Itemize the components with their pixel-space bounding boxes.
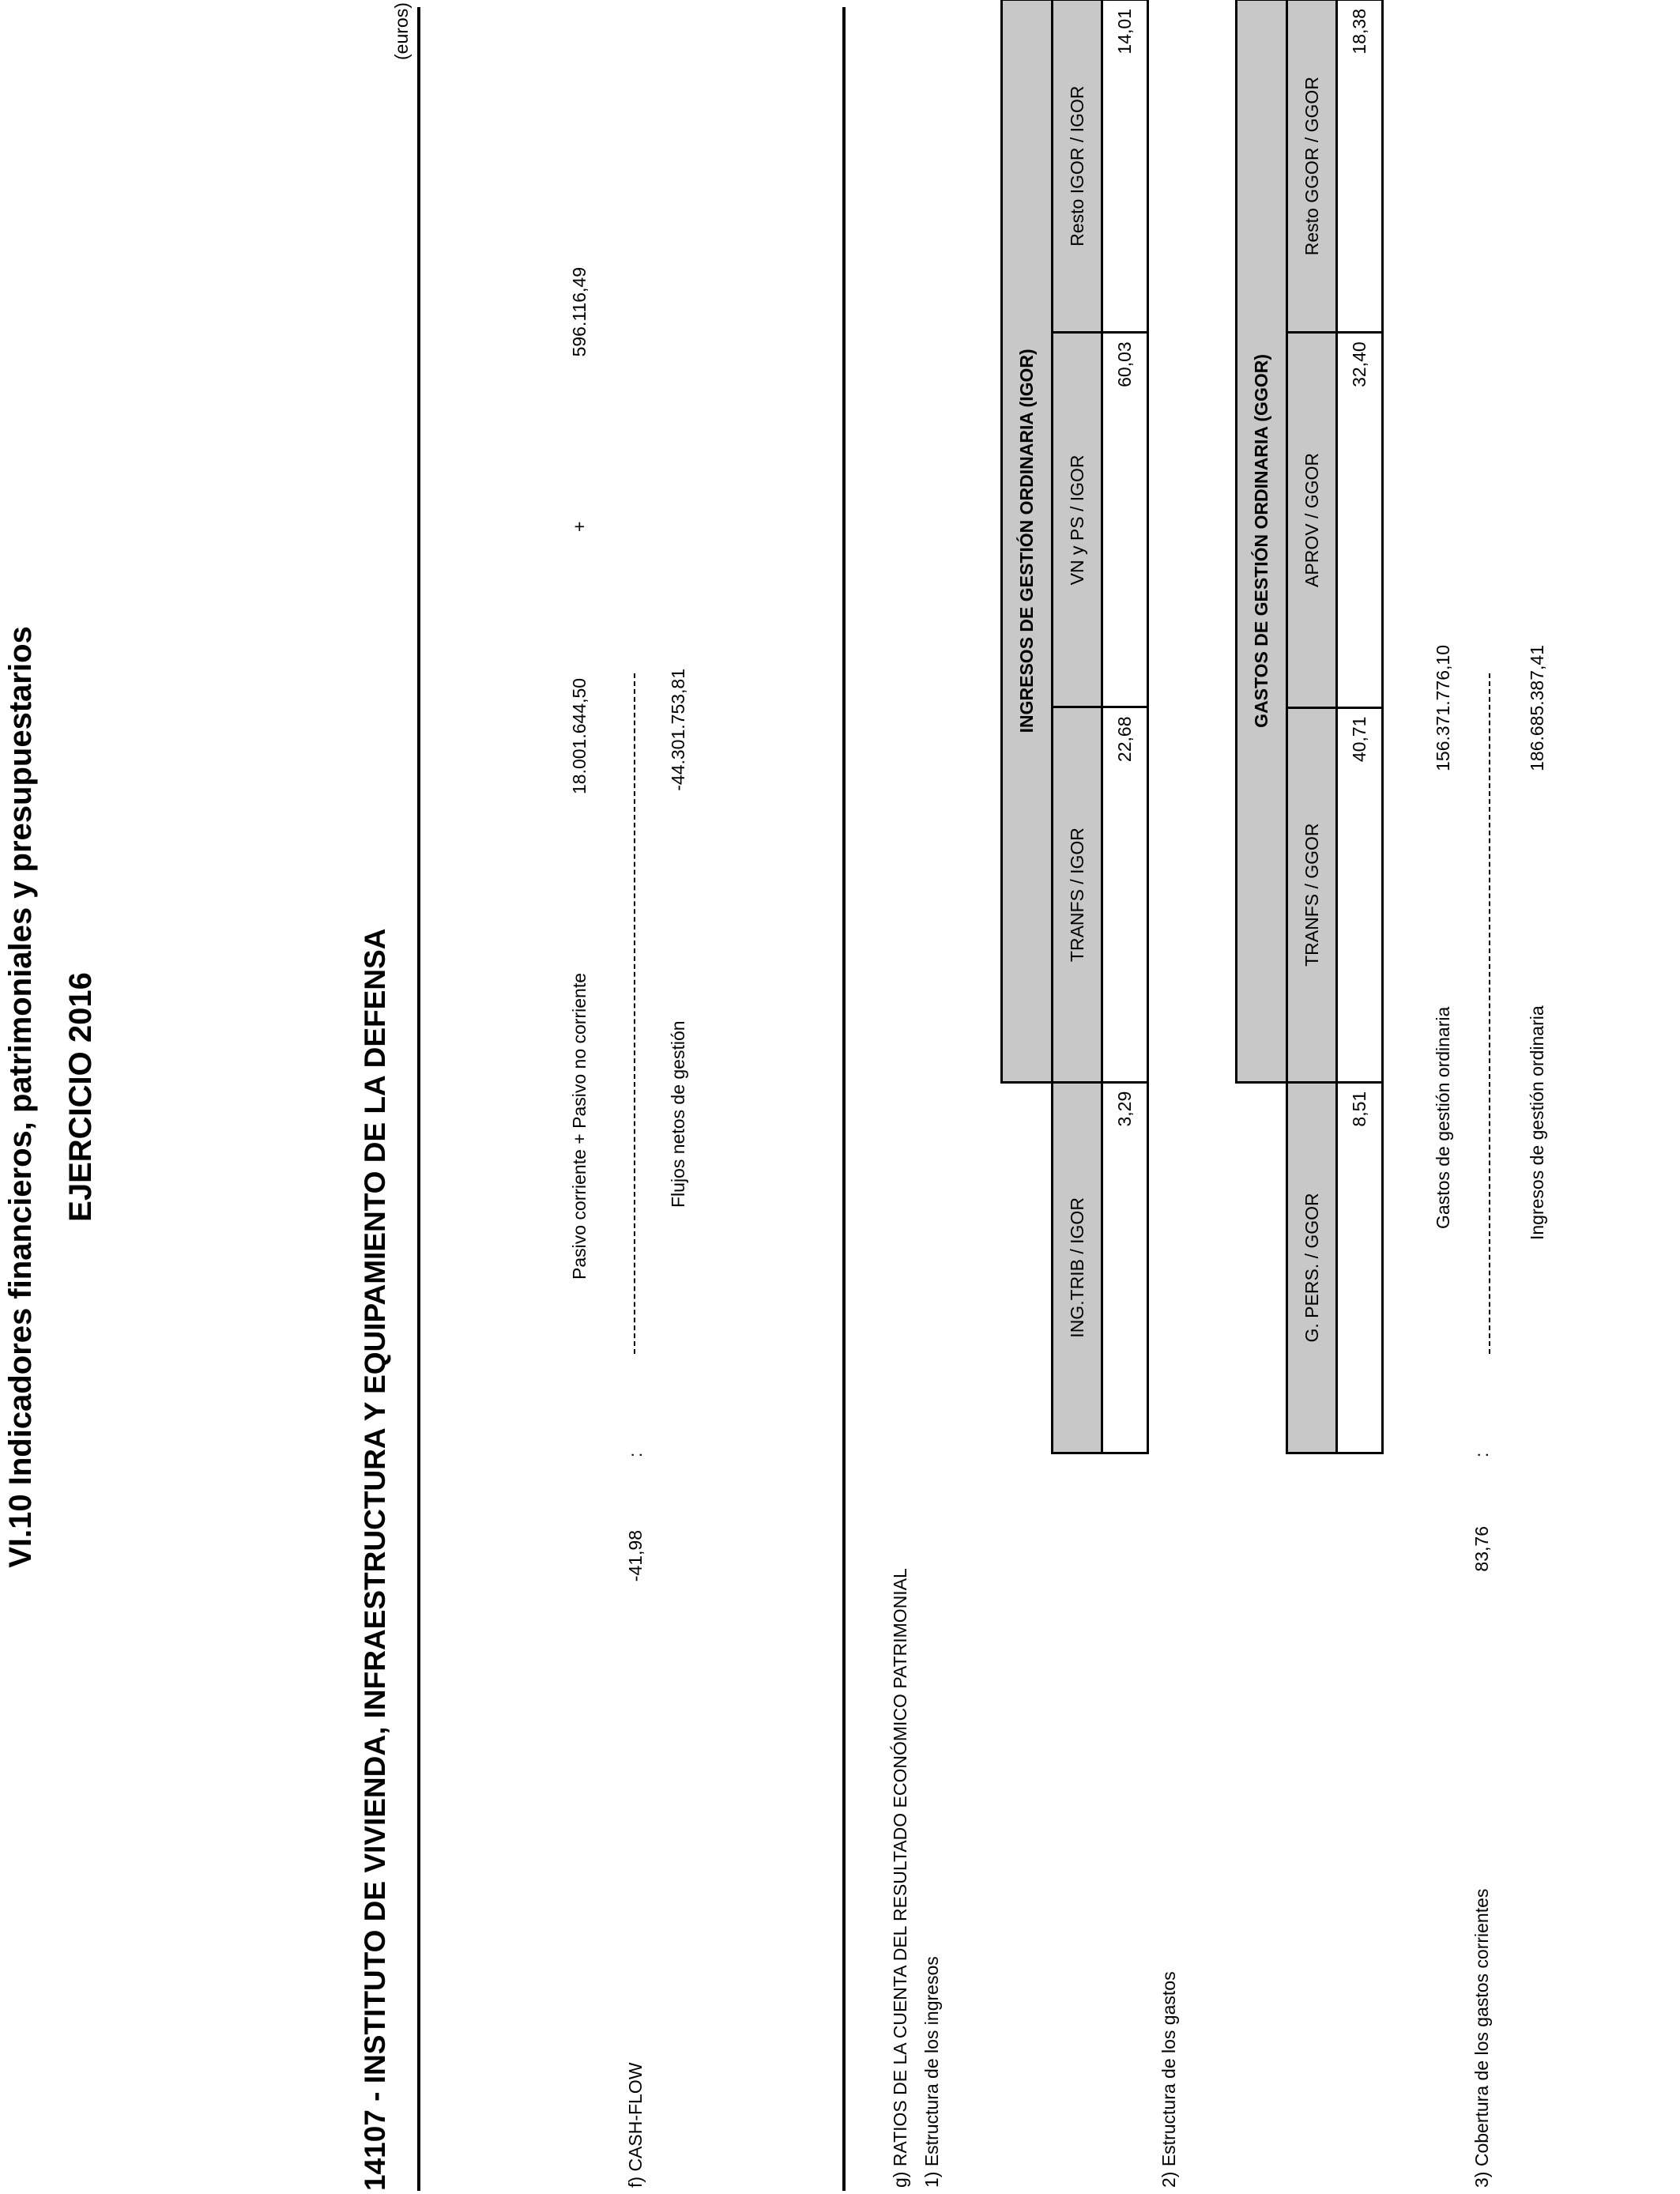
cobertura-colon: : (1471, 1452, 1492, 1457)
entity-title: 14107 - INSTITUTO DE VIVIENDA, INFRAESTRUCTURA Y EQUIPAMIENTO DE LA DEFENSA (359, 928, 391, 2191)
cobertura-numerator-label: Gastos de gestión ordinaria (1433, 1006, 1453, 1229)
cobertura-value: 83,76 (1471, 1526, 1492, 1572)
page-year: EJERCICIO 2016 (63, 972, 98, 1222)
ingresos-ratio-table (1000, 0, 1149, 1454)
section-rule-middle (842, 7, 846, 2191)
gastos-value-cell: 8,51 (1337, 1082, 1383, 1453)
cashflow-value: -41,98 (625, 1530, 646, 1582)
gastos-value-cell: 18,38 (1337, 0, 1383, 333)
ingresos-value-cell: 14,01 (1102, 0, 1148, 333)
cobertura-label: 3) Cobertura de los gastos corrientes (1471, 1888, 1492, 2188)
ingresos-table-title: INGRESOS DE GESTIÓN ORDINARIA (IGOR) (1002, 0, 1053, 1082)
gastos-ratio-table (1235, 0, 1384, 1454)
cobertura-numerator-value: 156.371.776,10 (1433, 645, 1453, 771)
ratios-section-label: g) RATIOS DE LA CUENTA DEL RESULTADO ECONÓMICO PATRIMONIAL (890, 1568, 910, 2188)
ingresos-table-corner (1002, 1082, 1053, 1453)
ingresos-col-header: TRANFS / IGOR (1053, 707, 1102, 1082)
cashflow-label: f) CASH-FLOW (625, 2062, 646, 2188)
cashflow-numerator-label: Pasivo corriente + Pasivo no corriente (569, 972, 590, 1280)
ingresos-value-cell: 60,03 (1102, 333, 1148, 707)
ingresos-value-cell: 3,29 (1102, 1082, 1148, 1453)
cashflow-numerator-value-2: 596.116,49 (569, 267, 590, 357)
gastos-label: 2) Estructura de los gastos (1158, 1971, 1179, 2188)
currency-note: (euros) (391, 2, 412, 60)
gastos-col-header: G. PERS. / GGOR (1287, 1082, 1337, 1453)
cobertura-denominator-label: Ingresos de gestión ordinaria (1527, 1005, 1547, 1240)
ingresos-col-header: VN y PS / IGOR (1053, 333, 1102, 707)
ingresos-col-header: Resto IGOR / IGOR (1053, 0, 1102, 333)
page-title: VI.10 Indicadores financieros, patrimoniales y presupuestarios (3, 626, 38, 1568)
cashflow-numerator-value-1: 18.001.644,50 (569, 677, 590, 794)
gastos-value-cell: 40,71 (1337, 707, 1383, 1082)
ingresos-label: 1) Estructura de los ingresos (921, 1956, 942, 2188)
cashflow-fraction-line (634, 673, 635, 1354)
gastos-col-header: Resto GGOR / GGOR (1287, 0, 1337, 333)
ingresos-value-cell: 22,68 (1102, 707, 1148, 1082)
cashflow-colon: : (625, 1452, 646, 1457)
cashflow-denominator-label: Flujos netos de gestión (668, 1020, 688, 1208)
cashflow-plus-sign: + (569, 521, 590, 532)
cobertura-fraction-line (1489, 673, 1490, 1354)
gastos-value-cell: 32,40 (1337, 333, 1383, 707)
gastos-table-title: GASTOS DE GESTIÓN ORDINARIA (GGOR) (1237, 0, 1287, 1082)
ingresos-col-header: ING.TRIB / IGOR (1053, 1082, 1102, 1453)
section-rule-top (417, 7, 420, 2191)
cobertura-denominator-value: 186.685.387,41 (1527, 645, 1547, 771)
gastos-table-corner (1237, 1082, 1287, 1453)
gastos-col-header: TRANFS / GGOR (1287, 707, 1337, 1082)
gastos-col-header: APROV / GGOR (1287, 333, 1337, 707)
cashflow-denominator-value: -44.301.753,81 (668, 669, 688, 791)
